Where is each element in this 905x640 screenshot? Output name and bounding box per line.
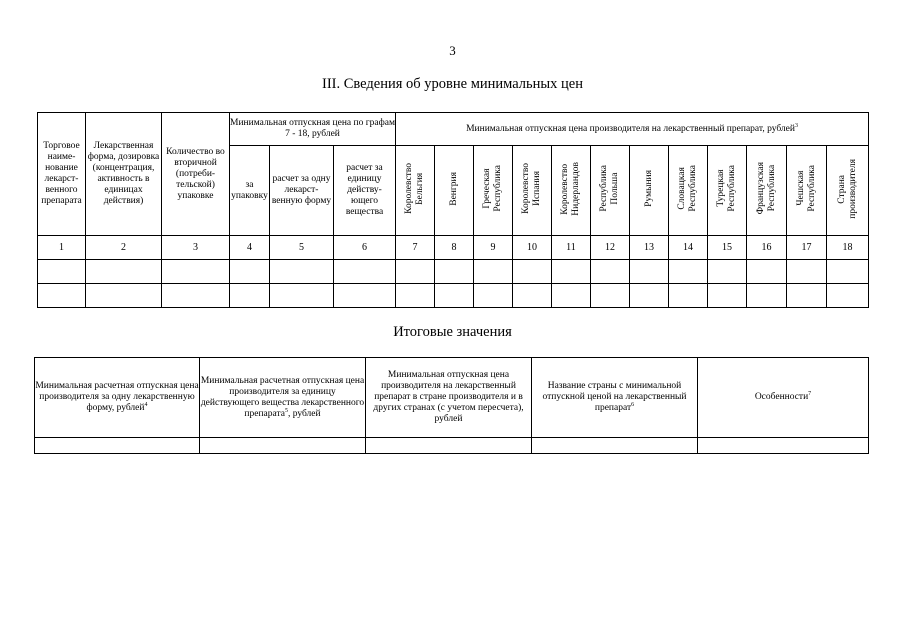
header-country	[591, 146, 630, 236]
header-country	[827, 146, 869, 236]
header-features: Особенности$^7$	[698, 358, 869, 438]
column-number: 1	[38, 236, 86, 260]
column-number: 13	[630, 236, 669, 260]
footnote-mark: 7	[808, 390, 812, 397]
header-manufacturer-price-countries: Минимальная отпускная цена производителя на лекарственный препарат в стране производителя и в других странах (с учетом пересчета), рублей	[366, 358, 532, 438]
country-label: Румыния	[643, 170, 654, 207]
page-number: 3	[449, 43, 456, 58]
header-price-per-form: расчет за одну лекарст-венную форму	[270, 146, 334, 236]
header-country	[708, 146, 747, 236]
header-country	[747, 146, 787, 236]
totals-table	[34, 357, 869, 454]
header-min-price-group: Минимальная отпускная цена по графам 7 - 18, рублей	[230, 113, 396, 146]
section-title: III. Сведения об уровне минимальных цен	[322, 76, 583, 92]
footnote-mark: 5	[284, 407, 288, 414]
header-country	[474, 146, 513, 236]
header-country	[513, 146, 552, 236]
header-min-price-per-substance: Минимальная расчетная отпускная цена производителя за единицу действующего вещества лекарственного препарата$^5$, рублей	[200, 358, 366, 438]
header-min-price-country: Название страны с минимальной отпускной ценой на лекарственный препарат$^6$	[532, 358, 698, 438]
column-number: 16	[747, 236, 787, 260]
country-label: Словацкая Республика	[677, 165, 698, 212]
country-label: Греческая Республика	[482, 165, 503, 212]
empty-data-row	[38, 284, 869, 308]
column-number: 14	[669, 236, 708, 260]
header-country	[552, 146, 591, 236]
header-country	[396, 146, 435, 236]
country-label: Страна производителя	[836, 158, 858, 219]
column-number: 11	[552, 236, 591, 260]
column-number-row	[38, 236, 869, 260]
column-number: 10	[513, 236, 552, 260]
footnote-mark: 6	[631, 401, 635, 408]
column-number: 18	[827, 236, 869, 260]
header-country	[435, 146, 474, 236]
header-package-quantity: Количество во вторичной (потреби-тельской) упаковке	[162, 113, 230, 236]
header-min-price-per-form: Минимальная расчетная отпускная цена производителя за одну лекарственную форму, рублей$^4$	[35, 358, 200, 438]
empty-data-row	[35, 438, 869, 454]
column-number: 17	[787, 236, 827, 260]
country-label: Французская Республика	[755, 162, 777, 215]
column-number: 4	[230, 236, 270, 260]
header-country	[787, 146, 827, 236]
totals-title: Итоговые значения	[393, 324, 512, 340]
header-manufacturer-price-group: Минимальная отпускная цена производителя на лекарственный препарат, рублей$^3$	[396, 113, 869, 146]
header-dosage-form: Лекарственная форма, дозировка (концентрация, активность в единицах действия)	[86, 113, 162, 236]
country-label: Чешская Республика	[795, 165, 817, 212]
footnote-mark: 3	[794, 122, 798, 129]
column-number: 15	[708, 236, 747, 260]
header-trade-name: Торговое наиме-нование лекарст-венного препарата	[38, 113, 86, 236]
country-label: Королевство Нидерландов	[560, 161, 581, 216]
column-number: 3	[162, 236, 230, 260]
country-label: Королевство Бельгия	[404, 163, 425, 214]
column-number: 2	[86, 236, 162, 260]
country-label: Республика Польша	[599, 165, 620, 212]
footnote-mark: 4	[144, 401, 148, 408]
min-prices-table	[37, 112, 869, 308]
country-label: Венгрия	[448, 171, 459, 206]
column-number: 6	[334, 236, 396, 260]
header-price-per-substance: расчет за единицу действу-ющего вещества	[334, 146, 396, 236]
column-number: 9	[474, 236, 513, 260]
header-country	[669, 146, 708, 236]
column-number: 7	[396, 236, 435, 260]
country-label: Королевство Испания	[521, 163, 542, 214]
column-number: 5	[270, 236, 334, 260]
header-country	[630, 146, 669, 236]
empty-data-row	[38, 260, 869, 284]
column-number: 12	[591, 236, 630, 260]
column-number: 8	[435, 236, 474, 260]
header-price-per-pack: за упаковку	[230, 146, 270, 236]
country-label: Турецкая Республика	[716, 165, 737, 212]
